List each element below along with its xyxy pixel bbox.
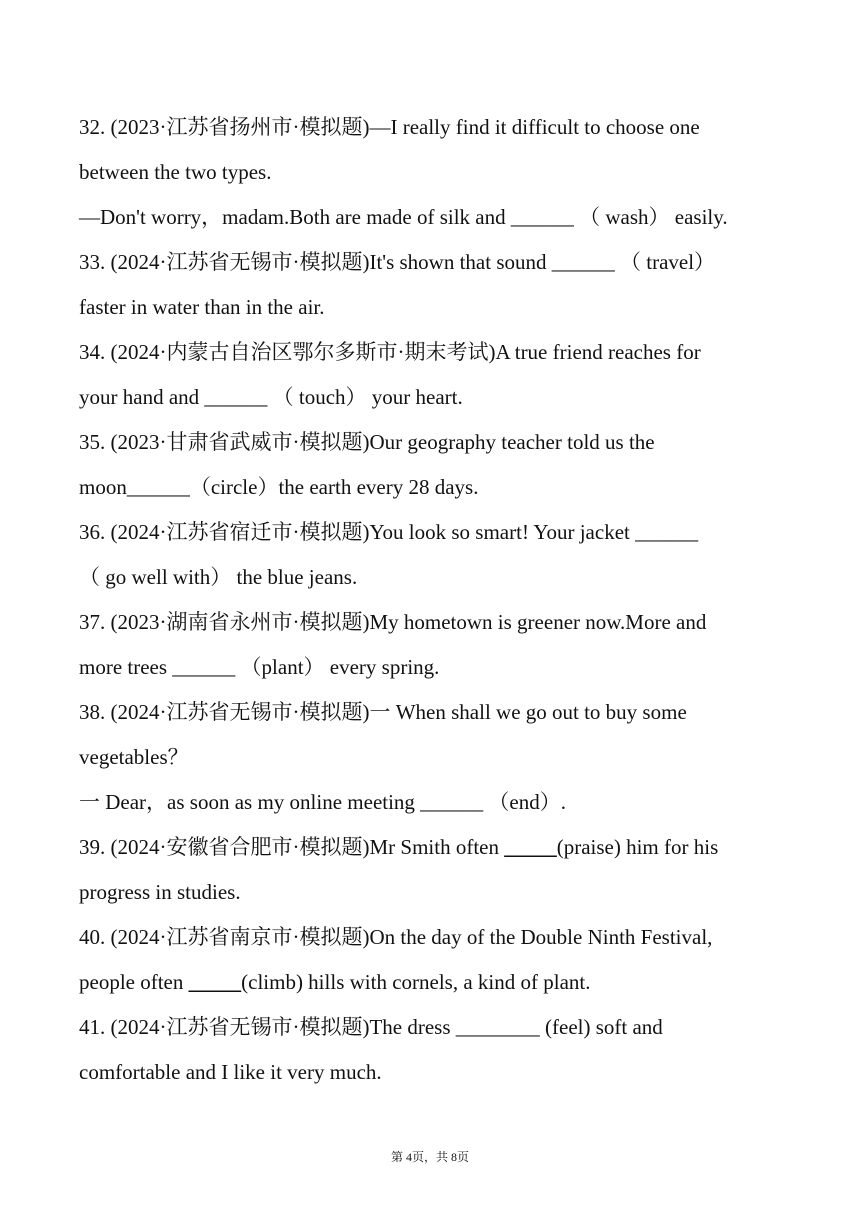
- answer-blank: _____: [504, 835, 557, 859]
- question-33-line-1: 33. (2024·江苏省无锡市·模拟题)It's shown that sound ______ （ travel）: [79, 250, 716, 274]
- question-list: [79, 105, 799, 1095]
- question-41-line-2: comfortable and I like it very much.: [79, 1060, 382, 1084]
- question-39-line-2: progress in studies.: [79, 880, 241, 904]
- question-33-line-2: faster in water than in the air.: [79, 295, 325, 319]
- question-38-line-2: vegetables？: [79, 745, 189, 769]
- question-40-line-2: people often _____(climb) hills with cornels, a kind of plant.: [79, 970, 591, 994]
- question-39-line-1: 39. (2024·安徽省合肥市·模拟题)Mr Smith often _____(praise) him for his: [79, 835, 719, 859]
- question-37-line-2: more trees ______ （plant） every spring.: [79, 655, 440, 679]
- page-number-footer: 第 4页，共 8页: [390, 1150, 469, 1164]
- question-38-line-3: 一 Dear，as soon as my online meeting ______ （end）.: [79, 790, 566, 814]
- question-37-line-1: 37. (2023·湖南省永州市·模拟题)My hometown is greener now.More and: [79, 610, 707, 634]
- question-32-line-3: —Don't worry，madam.Both are made of silk and ______ （ wash） easily.: [79, 205, 728, 229]
- question-32-line-1: 32. (2023·江苏省扬州市·模拟题)—I really find it difficult to choose one: [79, 115, 700, 139]
- question-38-line-1: 38. (2024·江苏省无锡市·模拟题)一 When shall we go out to buy some: [79, 700, 687, 724]
- question-34-line-2: your hand and ______ （ touch） your heart.: [79, 385, 463, 409]
- question-41-line-1: 41. (2024·江苏省无锡市·模拟题)The dress ________ (feel) soft and: [79, 1015, 663, 1039]
- question-35-line-2: moon______（circle）the earth every 28 days.: [79, 475, 479, 499]
- question-32-line-2: between the two types.: [79, 160, 272, 184]
- question-35-line-1: 35. (2023·甘肃省武威市·模拟题)Our geography teacher told us the: [79, 430, 655, 454]
- question-34-line-1: 34. (2024·内蒙古自治区鄂尔多斯市·期末考试)A true friend reaches for: [79, 340, 701, 364]
- question-36-line-1: 36. (2024·江苏省宿迁市·模拟题)You look so smart! Your jacket ______: [79, 520, 699, 544]
- answer-blank: _____: [188, 970, 242, 994]
- question-36-line-2: （ go well with） the blue jeans.: [79, 565, 358, 589]
- question-40-line-1: 40. (2024·江苏省南京市·模拟题)On the day of the Double Ninth Festival,: [79, 925, 713, 949]
